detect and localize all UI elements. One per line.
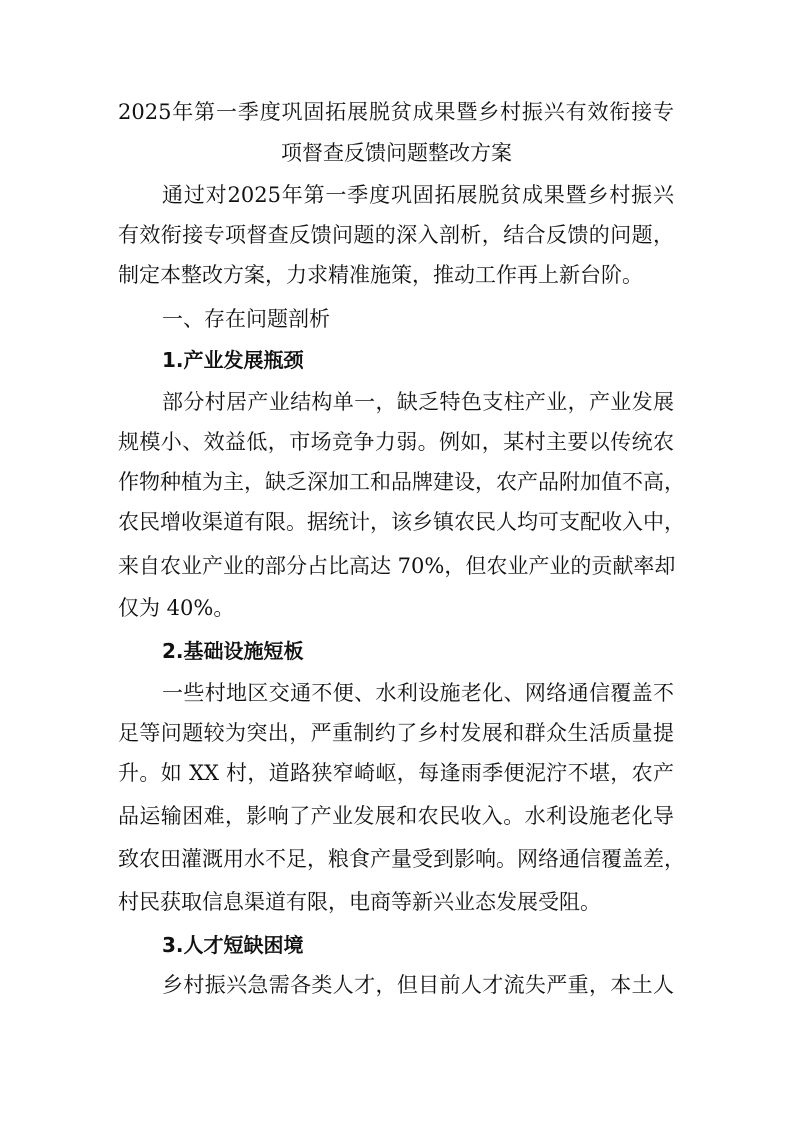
subsection-heading-talent: 3.人才短缺困境 (162, 933, 304, 957)
paragraph-line: 品运输困难，影响了产业发展和农民收入。水利设施老化导 (118, 804, 674, 828)
paragraph-line: 仅为 40%。 (118, 596, 235, 620)
paragraph-line: 规模小、效益低，市场竞争力弱。例如，某村主要以传统农 (118, 430, 674, 454)
paragraph-line: 致农田灌溉用水不足，粮食产量受到影响。网络通信覆盖差， (118, 847, 685, 871)
paragraph-line: 足等问题较为突出，严重制约了乡村发展和群众生活质量提 (118, 721, 674, 745)
paragraph-line: 农民增收渠道有限。据统计，该乡镇农民人均可支配收入中， (118, 510, 685, 534)
paragraph-line: 作物种植为主，缺乏深加工和品牌建设，农产品附加值不高， (118, 470, 685, 494)
paragraph-line: 部分村居产业结构单一，缺乏特色支柱产业，产业发展 (162, 390, 674, 414)
subsection-heading-infrastructure: 2.基础设施短板 (162, 639, 304, 663)
paragraph-line: 村民获取信息渠道有限，电商等新兴业态发展受阻。 (118, 890, 601, 914)
section-heading-problems: 一、存在问题剖析 (162, 307, 330, 331)
paragraph-line: 升。如 XX 村，道路狭窄崎岖，每逢雨季便泥泞不堪，农产 (118, 761, 674, 785)
intro-line-2: 有效衔接专项督查反馈问题的深入剖析，结合反馈的问题， (118, 223, 674, 247)
subsection-heading-industry: 1.产业发展瓶颈 (162, 348, 304, 372)
document-title-line-1: 2025年第一季度巩固拓展脱贫成果暨乡村振兴有效衔接专 (118, 100, 674, 124)
document-title-line-2: 项督查反馈问题整改方案 (281, 141, 512, 165)
paragraph-line: 乡村振兴急需各类人才，但目前人才流失严重，本土人 (162, 973, 674, 997)
intro-line-3: 制定本整改方案，力求精准施策，推动工作再上新台阶。 (118, 263, 643, 287)
paragraph-line: 一些村地区交通不便、水利设施老化、网络通信覆盖不 (162, 681, 674, 705)
paragraph-line: 来自农业产业的部分占比高达 70%，但农业产业的贡献率却 (118, 554, 676, 578)
intro-line-1: 通过对2025年第一季度巩固拓展脱贫成果暨乡村振兴 (162, 183, 674, 207)
